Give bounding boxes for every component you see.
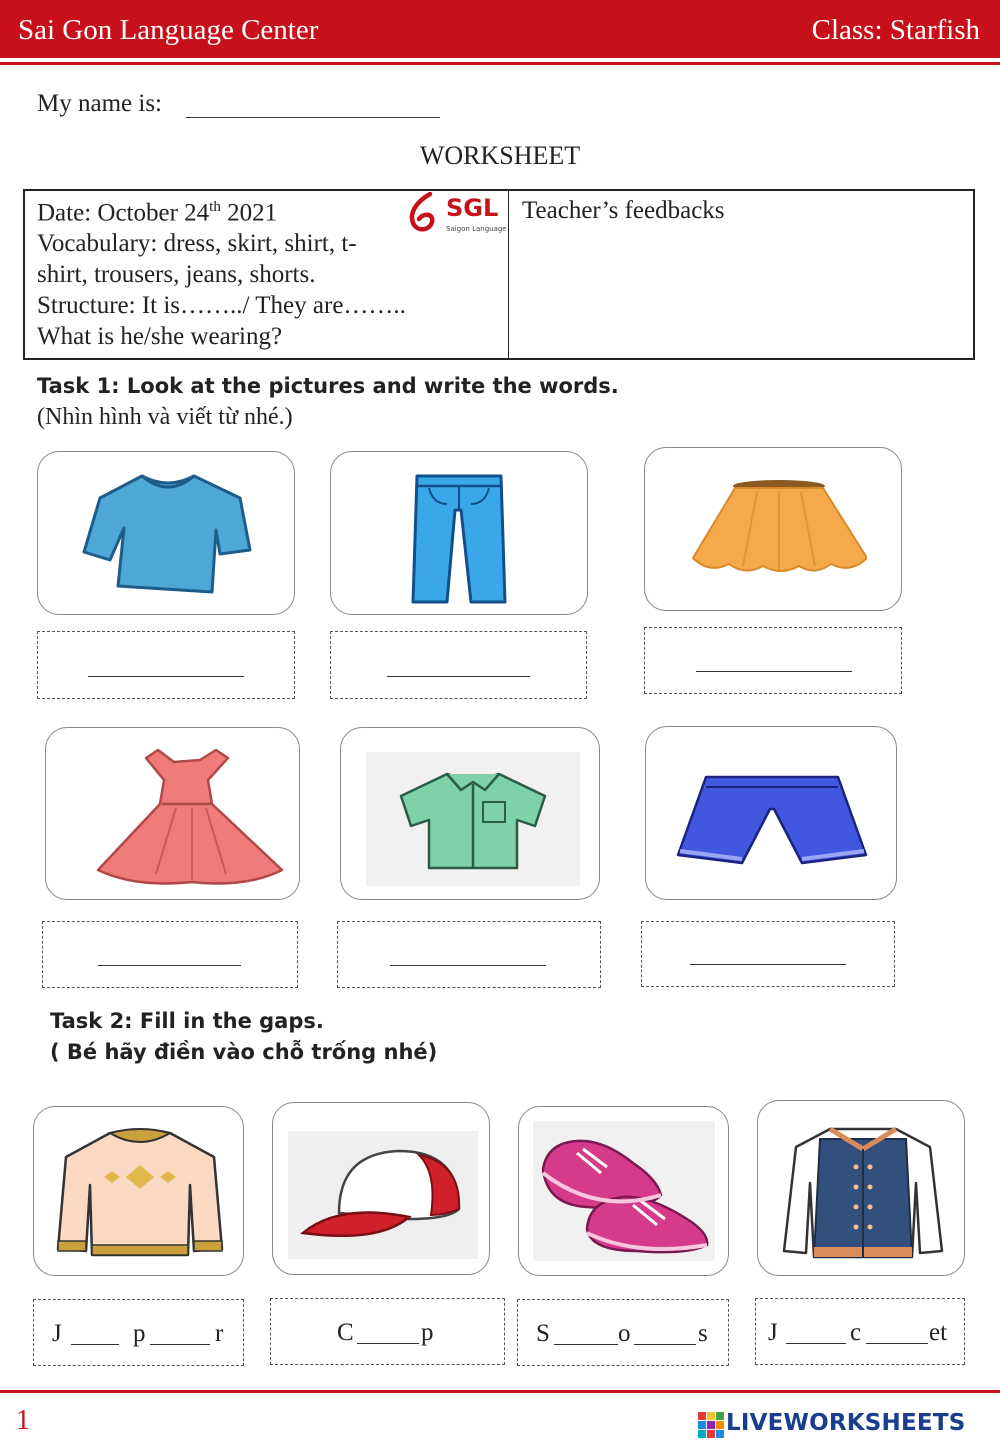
tshirt-icon — [80, 468, 256, 600]
header-rule — [0, 62, 1000, 65]
gap-jumper-letter-2: p — [133, 1320, 146, 1347]
dress-icon — [96, 742, 284, 888]
center-name: Sai Gon Language Center — [18, 14, 319, 46]
sgl-logo-sub: Saigon Language — [446, 225, 507, 233]
liveworksheets-brand: LIVEWORKSHEETS — [726, 1410, 966, 1436]
picture-card-dress — [45, 727, 300, 900]
question-line: What is he/she wearing? — [37, 323, 283, 350]
info-table-divider — [508, 189, 509, 360]
page-number: 1 — [16, 1405, 30, 1436]
gap-shoes-letter-3: s — [698, 1320, 708, 1347]
answer-box-skirt[interactable] — [644, 627, 902, 694]
answer-box-shirt[interactable] — [337, 921, 601, 988]
sgl-swirl-icon — [406, 192, 442, 234]
picture-card-shorts — [645, 726, 897, 900]
gap-cap-letter-1: C — [337, 1319, 354, 1346]
page-title: WORKSHEET — [419, 141, 581, 170]
gap-jumper-letter-1: J — [52, 1320, 62, 1347]
gap-shoes-letter-2: o — [618, 1320, 631, 1347]
picture-card-cap — [272, 1102, 490, 1275]
picture-card-skirt — [644, 447, 902, 611]
jeans-icon — [409, 470, 509, 604]
gap-jacket-letter-1: J — [768, 1319, 778, 1346]
jumper-icon — [54, 1121, 226, 1263]
sgl-logo-mark: SGL — [446, 194, 499, 222]
answer-box-dress[interactable] — [42, 921, 298, 988]
picture-card-tshirt — [37, 451, 295, 615]
gap-jacket-letter-2: c — [850, 1319, 862, 1346]
structure-line: Structure: It is……../ They are…….. — [37, 292, 406, 319]
gap-cap-letter-2: p — [421, 1319, 434, 1346]
picture-card-jacket — [757, 1100, 965, 1276]
footer-rule — [0, 1390, 1000, 1393]
gap-box-shoes[interactable] — [517, 1299, 729, 1366]
cap-icon — [299, 1143, 465, 1249]
feedback-label: Teacher’s feedbacks — [522, 197, 725, 224]
gap-box-cap[interactable] — [270, 1298, 505, 1365]
skirt-icon — [691, 478, 867, 578]
picture-card-jumper — [33, 1106, 244, 1276]
answer-box-jeans[interactable] — [330, 631, 587, 699]
shoes-icon — [537, 1129, 713, 1255]
gap-jumper-letter-3: r — [215, 1320, 224, 1347]
task1-title: Task 1: Look at the pictures and write the words. — [37, 374, 619, 398]
gap-box-jacket[interactable] — [755, 1298, 965, 1365]
picture-card-shoes — [518, 1106, 729, 1276]
class-label: Class: Starfish — [811, 14, 980, 46]
task2-title: Task 2: Fill in the gaps. — [50, 1009, 324, 1033]
name-label: My name is: — [37, 90, 162, 117]
liveworksheets-logo — [698, 1410, 998, 1440]
task2-subtitle: ( Bé hãy điền vào chỗ trống nhé) — [50, 1040, 438, 1064]
shorts-icon — [676, 771, 868, 871]
gap-shoes-letter-1: S — [536, 1320, 550, 1347]
vocab-line-1: Vocabulary: dress, skirt, shirt, t- — [37, 230, 357, 257]
picture-card-shirt — [340, 727, 600, 900]
task1-subtitle: (Nhìn hình và viết từ nhé.) — [37, 404, 293, 430]
vocab-line-2: shirt, trousers, jeans, shorts. — [37, 261, 316, 288]
picture-card-jeans — [330, 451, 588, 615]
gap-box-jumper[interactable] — [33, 1299, 244, 1366]
answer-box-tshirt[interactable] — [37, 631, 295, 699]
sgl-logo — [406, 192, 508, 238]
answer-box-shorts[interactable] — [641, 921, 895, 987]
liveworksheets-grid-icon — [698, 1412, 724, 1438]
jacket-icon — [780, 1123, 946, 1261]
shirt-icon — [395, 768, 551, 872]
date-line: Date: October 24th 2021 — [37, 199, 278, 227]
gap-jacket-letter-3: et — [929, 1319, 948, 1346]
name-field[interactable] — [186, 117, 440, 118]
